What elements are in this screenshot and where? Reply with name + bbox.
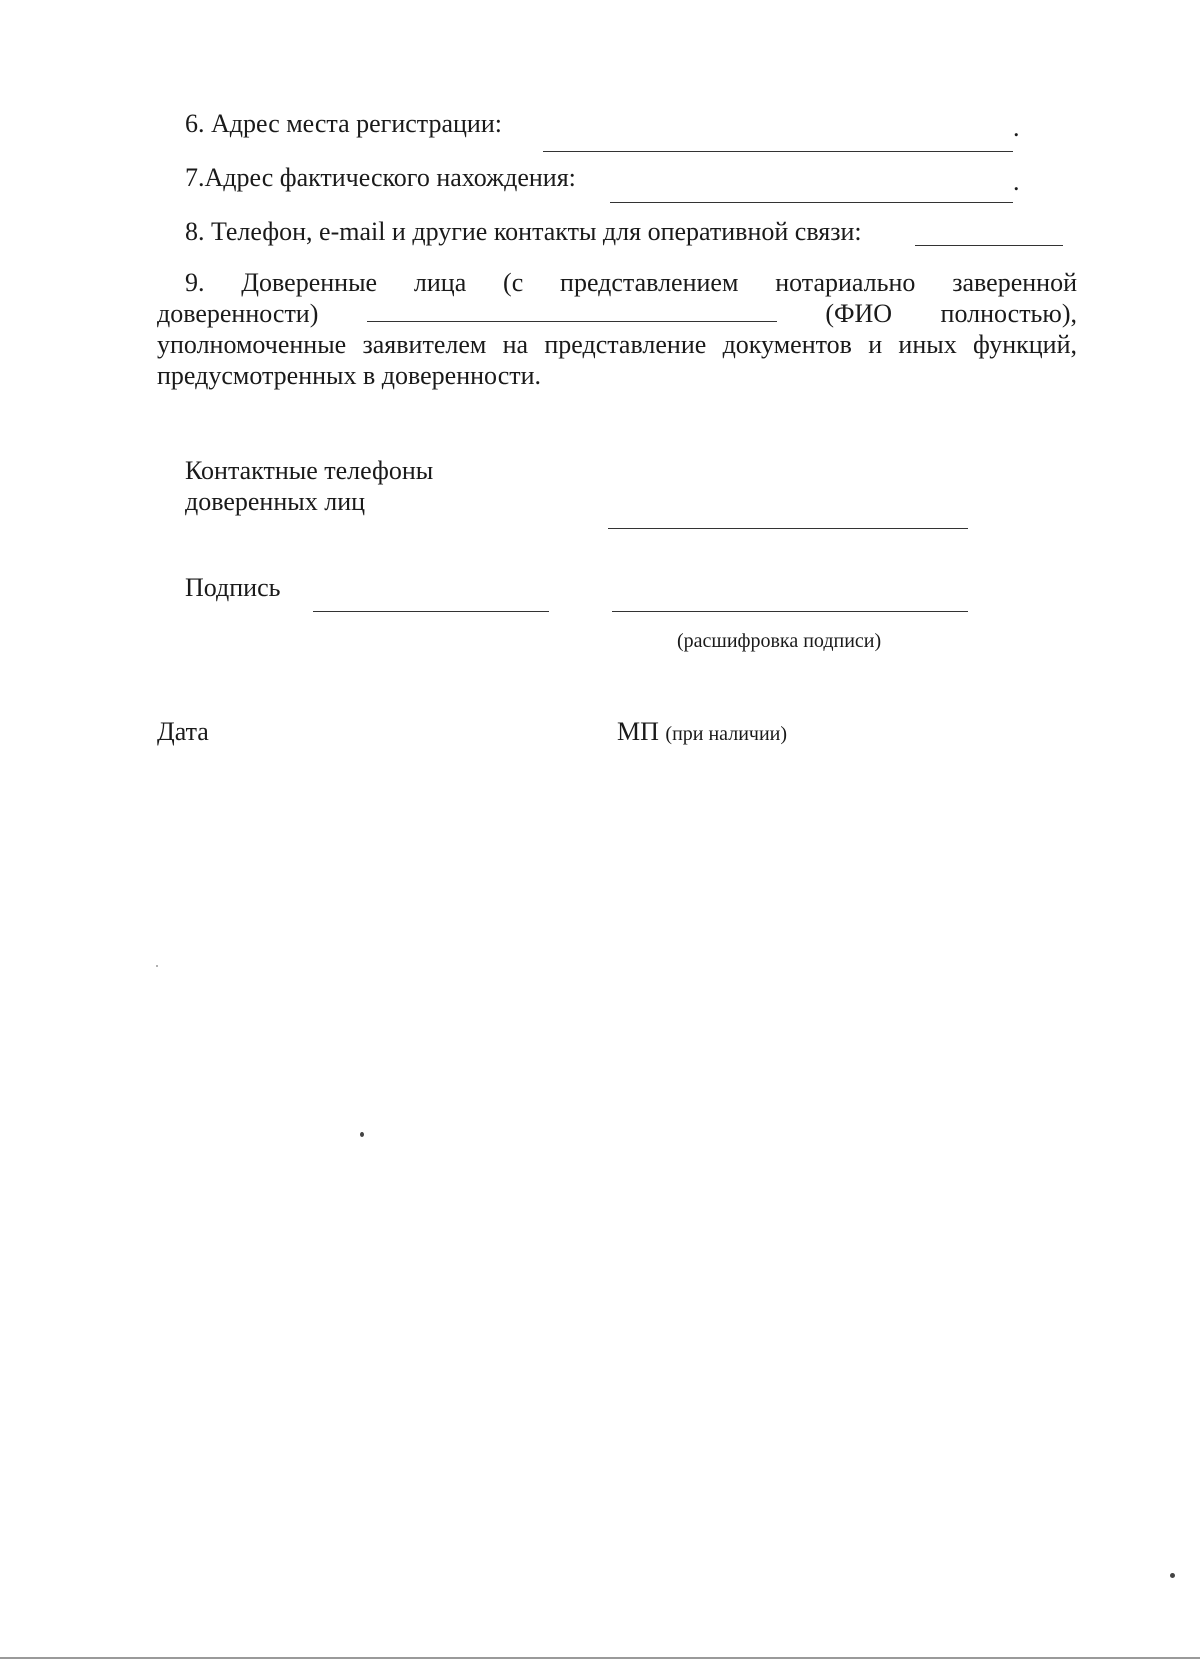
registration-address-period: .: [1013, 113, 1020, 142]
scan-speck: [1170, 1573, 1175, 1578]
actual-address-label: 7.Адрес фактического нахождения:: [185, 163, 576, 192]
trusted-persons-paragraph: [157, 267, 1077, 391]
stamp-abbreviation: МП: [617, 717, 659, 746]
signature-decryption-field[interactable]: [612, 611, 968, 612]
trusted-persons-line-2: [157, 298, 1077, 329]
trusted-persons-name-field[interactable]: [367, 303, 777, 322]
signature-field[interactable]: [313, 611, 549, 612]
scan-bottom-edge: [0, 1657, 1200, 1659]
registration-address-label: 6. Адрес места регистрации:: [185, 109, 502, 138]
signature-label: Подпись: [185, 573, 281, 602]
stamp-label: [617, 716, 787, 750]
date-label: Дата: [157, 717, 209, 746]
scan-speck: [360, 1132, 364, 1137]
trusted-phones-label-1: Контактные телефоны: [185, 456, 434, 485]
actual-address-field[interactable]: [610, 202, 1013, 203]
trusted-persons-power-of-attorney: доверенности): [157, 299, 319, 328]
contacts-label: 8. Телефон, e-mail и другие контакты для оперативной связи:: [185, 217, 862, 246]
trusted-persons-full-name-hint: (ФИО полностью),: [825, 299, 1077, 328]
trusted-persons-line-3: уполномоченные заявителем на представление документов и иных функций,: [157, 330, 1077, 359]
trusted-persons-line-1: 9. Доверенные лица (с представлением нотариально заверенной: [185, 268, 1077, 297]
registration-address-field[interactable]: [543, 151, 1013, 152]
actual-address-period: .: [1013, 167, 1020, 196]
trusted-phones-label-2: доверенных лиц: [185, 487, 366, 516]
trusted-phones-field[interactable]: [608, 528, 968, 529]
scan-speck: [156, 965, 158, 967]
contacts-field[interactable]: [915, 245, 1063, 246]
stamp-note: (при наличии): [665, 723, 788, 745]
trusted-persons-line-4: предусмотренных в доверенности.: [157, 361, 542, 390]
signature-decryption-caption: (расшифровка подписи): [677, 630, 882, 652]
